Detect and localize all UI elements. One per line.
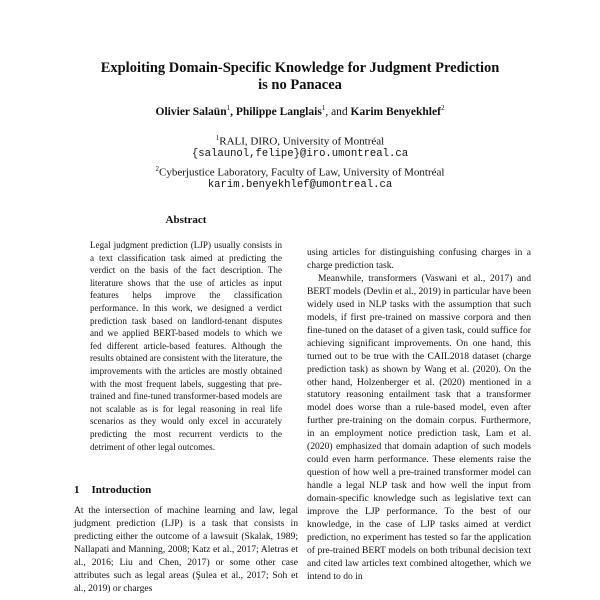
author-separator: , [230,105,236,118]
title-line-1: Exploiting Domain-Specific Knowledge for Judgment Prediction [100,60,500,76]
abstract-text: Legal judgment prediction (LJP) usually consists in a text classification task aimed at predicting the verdict on the basis of the fact description. The literature shows that the use of articles as input features helps improve the classification performance. In this work, we designed a verdict prediction task based on landlord-tenant disputes and we applied BERT-based models to which we fed different article-based features. Although the results obtained are consistent with the literature, the improvements with the articles are mostly obtained with the most frequent labels, suggesting that pre-trained and fine-tuned transformer-based models are not scalable as is for legal reasoning in real life scenarios as they would only excel in accurately predicting the most recurrent verdicts to the detriment of other legal outcomes. [90,240,282,452]
author-1-affil: 1 [226,104,231,112]
affiliation-1-mark: 1 [215,134,220,142]
author-3-affil: 2 [440,104,445,112]
author-3: Karim Benyekhlef [350,105,441,118]
affiliation-2-mark: 2 [155,165,160,173]
section-heading-introduction [74,484,163,496]
affiliation-1-text: RALI, DIRO, University of Montréal [219,135,385,148]
email-2: karim.benyekhlef@umontreal.ca [207,179,393,191]
author-2: Philippe Langlais [235,105,322,118]
section-title: Introduction [91,484,152,496]
abstract-heading: Abstract [165,214,207,226]
right-column [307,247,531,584]
affiliation-2-text: Cyberjustice Laboratory, Faculty of Law, University of Montréal [159,166,445,179]
section-number: 1 [74,484,80,496]
introduction-paragraph: At the intersection of machine learning and law, legal judgment prediction (LJP) is a task that consists in predicting either the outcome of a lawsuit (Skalak, 1989; Nallapati and Manning, 2008; Katz et al., 2017; Aletras et al., 2016; Liu and Chen, 2017) or some other case attributes such as legal areas (Şulea et al., 2017; Soh et al., 2019) or charges [74,505,298,594]
title-line-2: is no Panacea [258,77,342,93]
author-and: , and [325,105,351,118]
paper-title [0,60,600,94]
right-paragraph-1: using articles for distinguishing confusing charges in a charge prediction task. [307,247,531,271]
author-list [0,104,600,118]
introduction-text [74,505,298,596]
author-2-affil: 1 [321,104,326,112]
author-1: Olivier Salaün [155,105,227,118]
right-paragraph-2: Meanwhile, transformers (Vaswani et al., 2017) and BERT models (Devlin et al., 2019) in particular have been widely used in NLP tasks with the assumption that such models, if first pre-trained on massive corpora and then fine-tuned on the dataset of a given task, could suffice for achieving significant improvements. On one hand, this turned out to be true with the CAIL2018 dataset (charge prediction task) as shown by Wang et al. (2020). On the other hand, Holzenberger et al. (2020) mentioned in a statutory reasoning entailment task that a transformer model does worse than a rule-based model, even after further pre-training on the domain corpus. Furthermore, in an employment notice prediction task, Lam et al. (2020) emphasized that domain adaption of such models could even harm performance. These elements raise the question of how well a pre-trained transformer model can handle a legal NLP task and how well the input from domain-specific knowledge such as legislative text can improve the LJP performance. To the best of our knowledge, in the case of LJP tasks aimed at verdict prediction, no experiment has tested so far the application of pre-trained BERT models on both tribunal decision text and cited law articles text combined altogether, which we intend to do in [307,272,531,582]
email-1: {salaunol,felipe}@iro.umontreal.ca [191,148,409,160]
